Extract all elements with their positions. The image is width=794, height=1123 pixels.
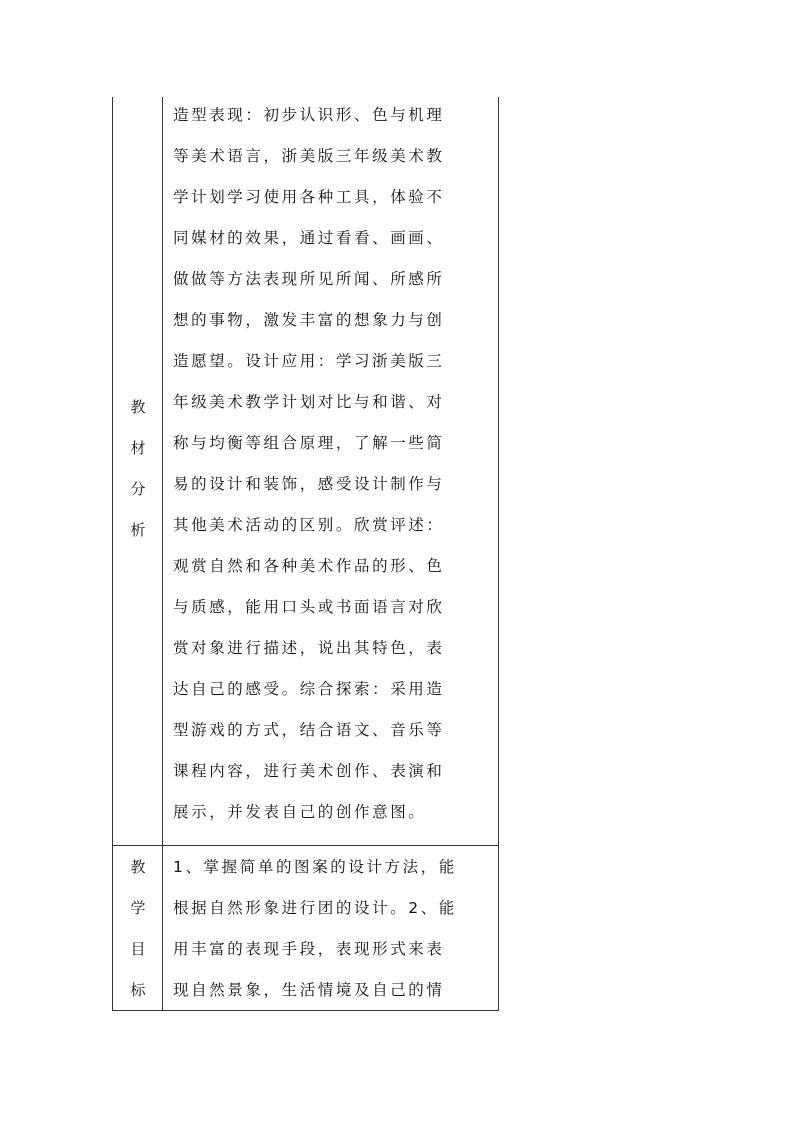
row-label-cell xyxy=(113,846,163,1011)
table-row-material-analysis xyxy=(113,97,498,845)
row-content-cell xyxy=(163,97,498,845)
text-line: 达自己的感受。综合探索：采用造 xyxy=(173,680,445,698)
text-line: 易的设计和装饰，感受设计制作与 xyxy=(173,475,445,493)
row-label-char: 教 xyxy=(130,398,146,416)
text-line: 型游戏的方式，结合语文、音乐等 xyxy=(173,721,445,739)
row-label-char: 目 xyxy=(130,940,146,958)
text-line: 学计划学习使用各种工具，体验不 xyxy=(173,188,445,206)
text-line: 同媒材的效果，通过看看、画画、 xyxy=(173,229,445,247)
text-line: 赏对象进行描述，说出其特色，表 xyxy=(173,639,445,657)
row-label-char: 教 xyxy=(130,858,146,876)
text-line: 年级美术教学计划对比与和谐、对 xyxy=(173,393,445,411)
text-line: 其他美术活动的区别。欣赏评述： xyxy=(173,516,445,534)
row-content-cell xyxy=(163,846,498,1011)
text-line: 想的事物，激发丰富的想象力与创 xyxy=(173,311,445,329)
text-line: 造型表现：初步认识形、色与机理 xyxy=(173,106,445,124)
text-line: 根据自然形象进行团的设计。2、能 xyxy=(173,899,457,917)
lesson-plan-table xyxy=(112,97,499,1011)
text-line: 现自然景象，生活情境及自己的情 xyxy=(173,981,445,999)
text-line: 称与均衡等组合原理，了解一些简 xyxy=(173,434,445,452)
text-line: 等美术语言，浙美版三年级美术教 xyxy=(173,147,445,165)
text-line: 用丰富的表现手段，表现形式来表 xyxy=(173,940,445,958)
row-label-char: 析 xyxy=(130,521,146,539)
row-label-char: 材 xyxy=(130,439,146,457)
text-line: 课程内容，进行美术创作、表演和 xyxy=(173,762,445,780)
row-label-char: 分 xyxy=(130,480,146,498)
text-line: 1、掌握简单的图案的设计方法，能 xyxy=(173,858,457,876)
text-line: 展示，并发表自己的创作意图。 xyxy=(173,803,427,821)
row-label-char: 标 xyxy=(130,981,146,999)
text-line: 造愿望。设计应用：学习浙美版三 xyxy=(173,352,445,370)
row-label-char: 学 xyxy=(130,899,146,917)
text-line: 与质感，能用口头或书面语言对欣 xyxy=(173,598,445,616)
table-row-teaching-goals xyxy=(113,845,498,1011)
row-label-cell xyxy=(113,97,163,845)
text-line: 观赏自然和各种美术作品的形、色 xyxy=(173,557,445,575)
text-line: 做做等方法表现所见所闻、所感所 xyxy=(173,270,445,288)
